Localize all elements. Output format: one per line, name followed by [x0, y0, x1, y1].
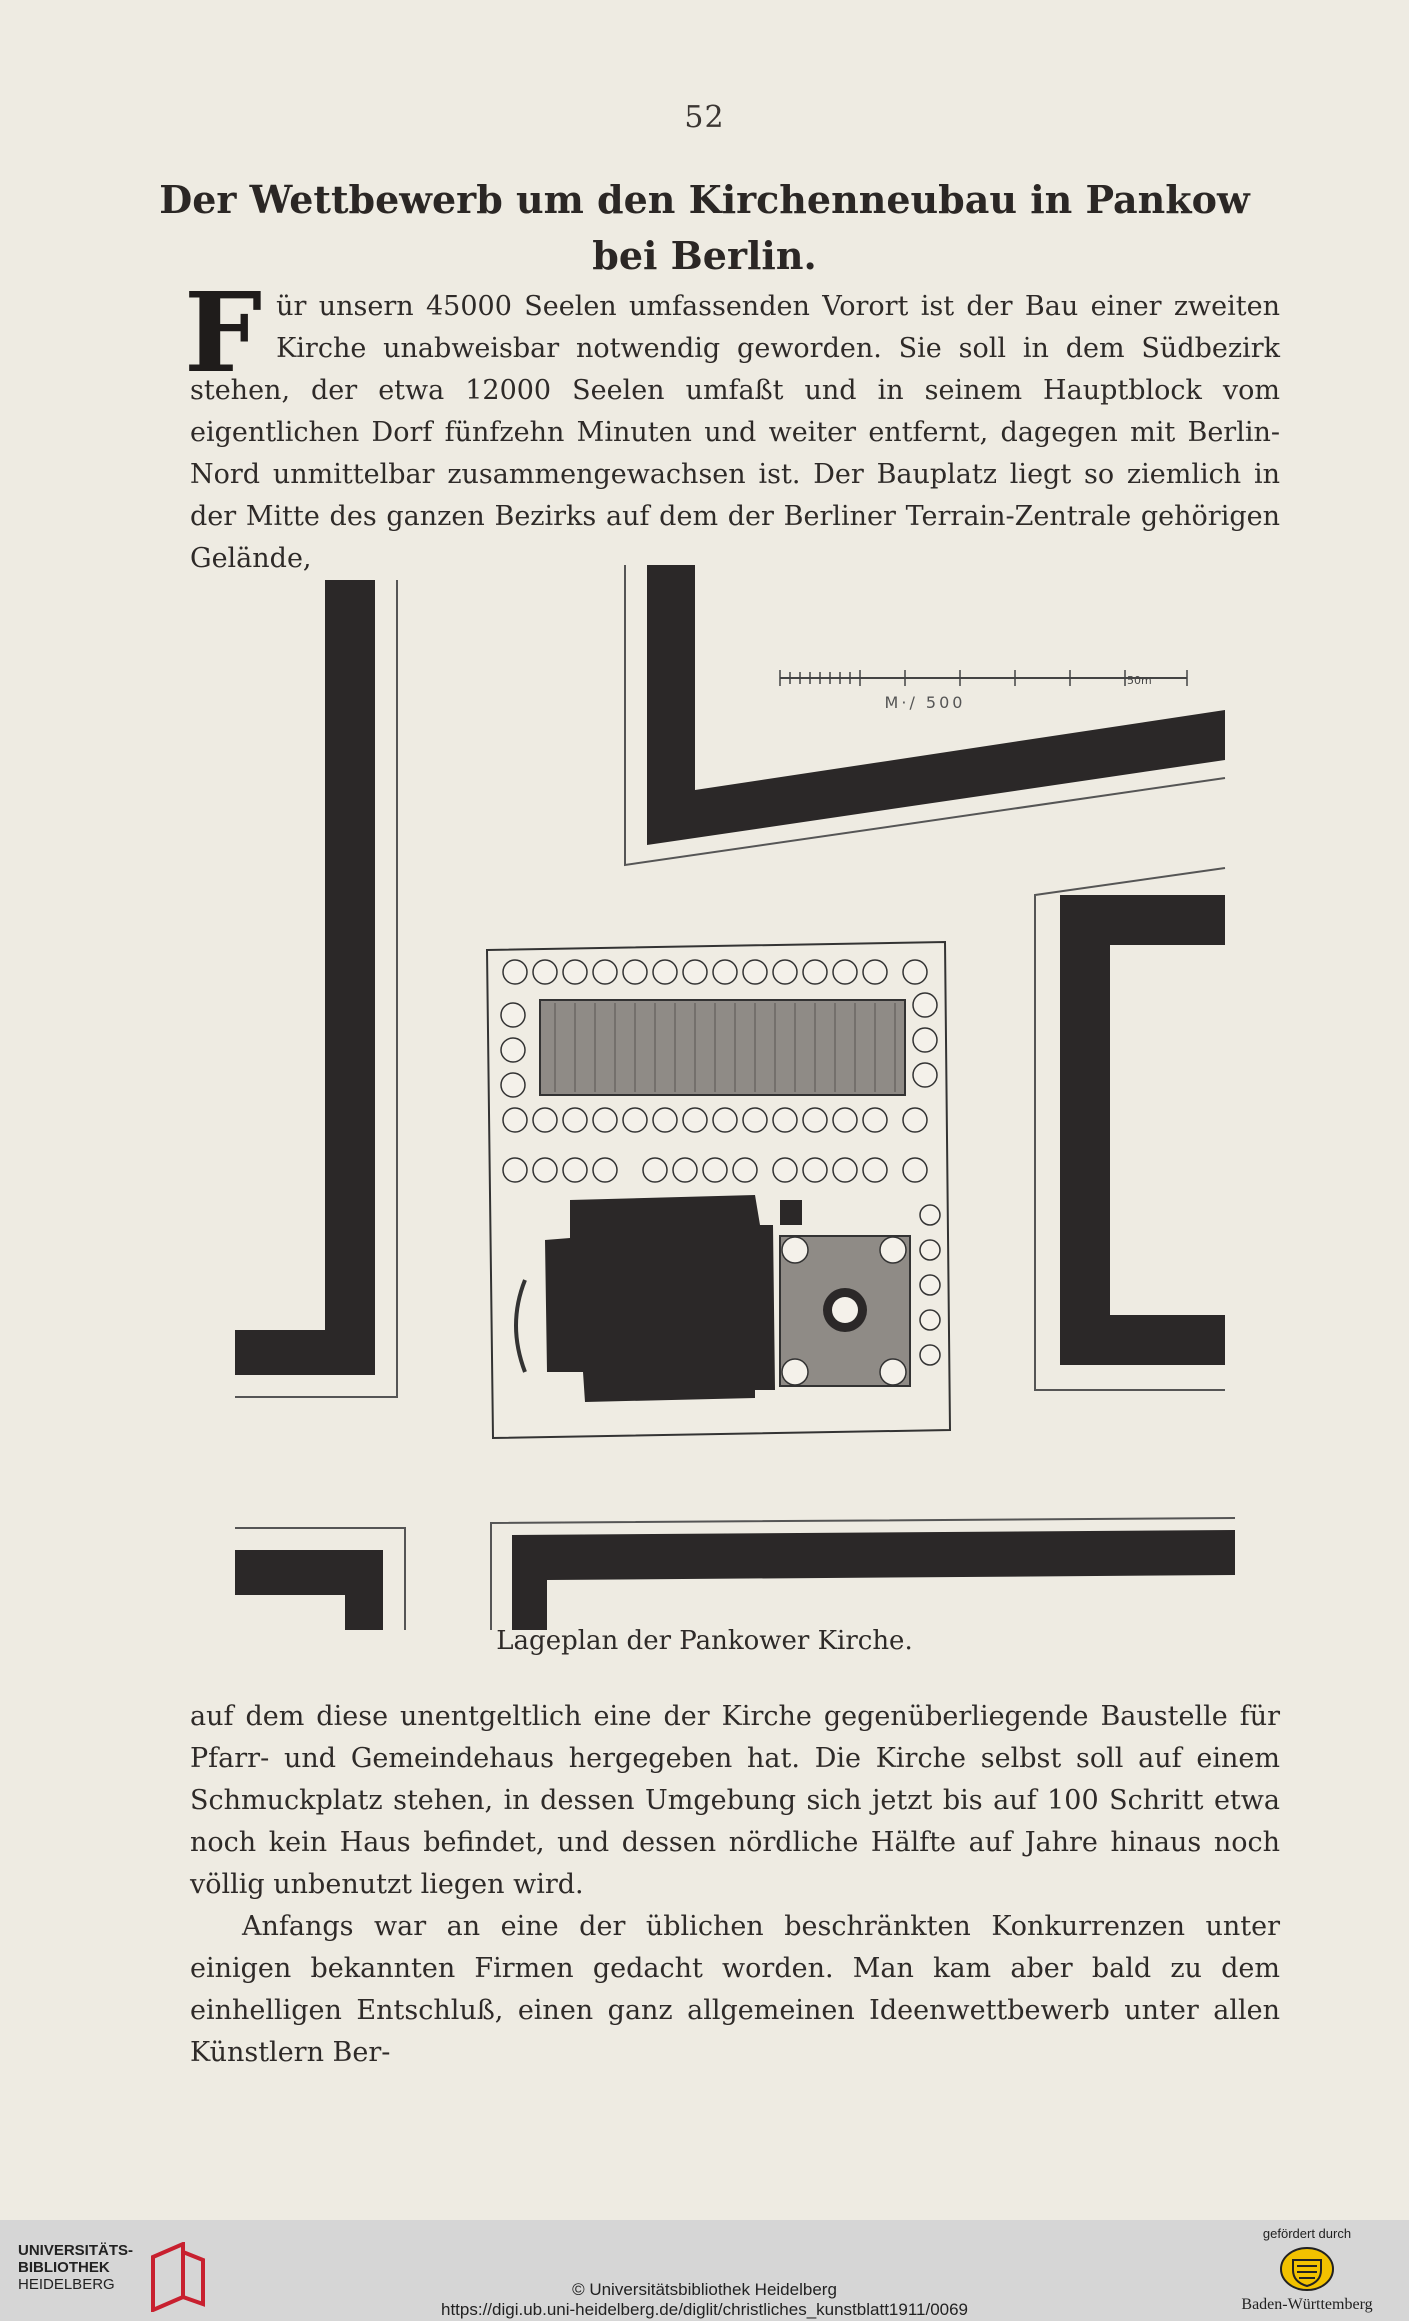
scale-label: M·/ 500 [884, 693, 966, 712]
paragraph-3 [190, 1906, 1280, 2074]
article-title [150, 172, 1259, 284]
title-line-1: Der Wettbewerb um den Kirchenneubau in Pankow [159, 177, 1250, 222]
figure-caption: Lageplan der Pankower Kirche. [496, 1626, 913, 1656]
coat-of-arms-icon [1279, 2246, 1335, 2292]
page-number: 52 [684, 100, 725, 135]
library-line-2: BIBLIOTHEK [18, 2259, 110, 2276]
block-bottom-left [235, 1550, 383, 1630]
library-line-1: UNIVERSITÄTS- [18, 2242, 134, 2259]
sponsor-label: gefördert durch [1262, 2226, 1352, 2241]
block-right [1060, 895, 1225, 1365]
block-bottom-right [512, 1530, 1235, 1630]
title-line-2: bei Berlin. [592, 233, 817, 278]
drop-cap: F [184, 268, 263, 397]
copyright-notice: © Universitätsbibliothek Heidelberg [572, 2280, 837, 2299]
paragraph-1 [184, 268, 1280, 580]
scale-bar-end-label: 50m [1127, 674, 1152, 687]
paragraph-2 [190, 1696, 1280, 1906]
paragraph-3-text: Anfangs war an eine der üblichen beschränkten Konkurrenzen unter einigen bekannten Firmen gedacht worden. Man kam aber bald zu dem einhelligen Entschluß, einen ganz allgemeinen Ideenwettbewerb unter allen Künstlern Ber- [190, 1911, 1280, 2068]
paragraph-2-text: auf dem diese unentgeltlich eine der Kirche gegenüberliegende Baustelle für Pfarr- und Gemeindehaus hergegeben hat. Die Kirche selbst soll auf einem Schmuckplatz stehen, in dessen Umgebung sich jetzt bis auf 100 Schritt etwa noch kein Haus befindet, und dessen nördliche Hälfte auf Jahre hinaus noch völlig unbenutzt liegen wird. [190, 1701, 1280, 1900]
church-annex [780, 1200, 802, 1225]
footer-bar [0, 2220, 1409, 2321]
library-line-3: HEIDELBERG [18, 2276, 115, 2293]
block-upper-left [235, 580, 375, 1375]
fountain [832, 1297, 858, 1323]
paragraph-1-text: ür unsern 45000 Seelen umfassenden Vorort ist der Bau einer zweiten Kirche unabweisbar notwendig geworden. Sie soll in dem Südbezirk stehen, der etwa 12000 Seelen umfaßt und in seinem Hauptblock vom eigentlichen Dorf fünfzehn Minuten und weiter entfernt, dagegen mit Berlin-Nord unmittelbar zusammengewachsen ist. Der Bauplatz liegt so ziemlich in der Mitte des ganzen Bezirks auf dem der Berliner Terrain-Zentrale gehörigen Gelände, [190, 291, 1280, 574]
source-url[interactable]: https://digi.ub.uni-heidelberg.de/diglit/christliches_kunstblatt1911/0069 [440, 2300, 969, 2319]
sponsor-name: Baden-Württemberg [1241, 2296, 1373, 2313]
church-building [545, 1195, 775, 1402]
sponsor[interactable] [1227, 2226, 1387, 2314]
site-plan-figure [225, 560, 1245, 1635]
